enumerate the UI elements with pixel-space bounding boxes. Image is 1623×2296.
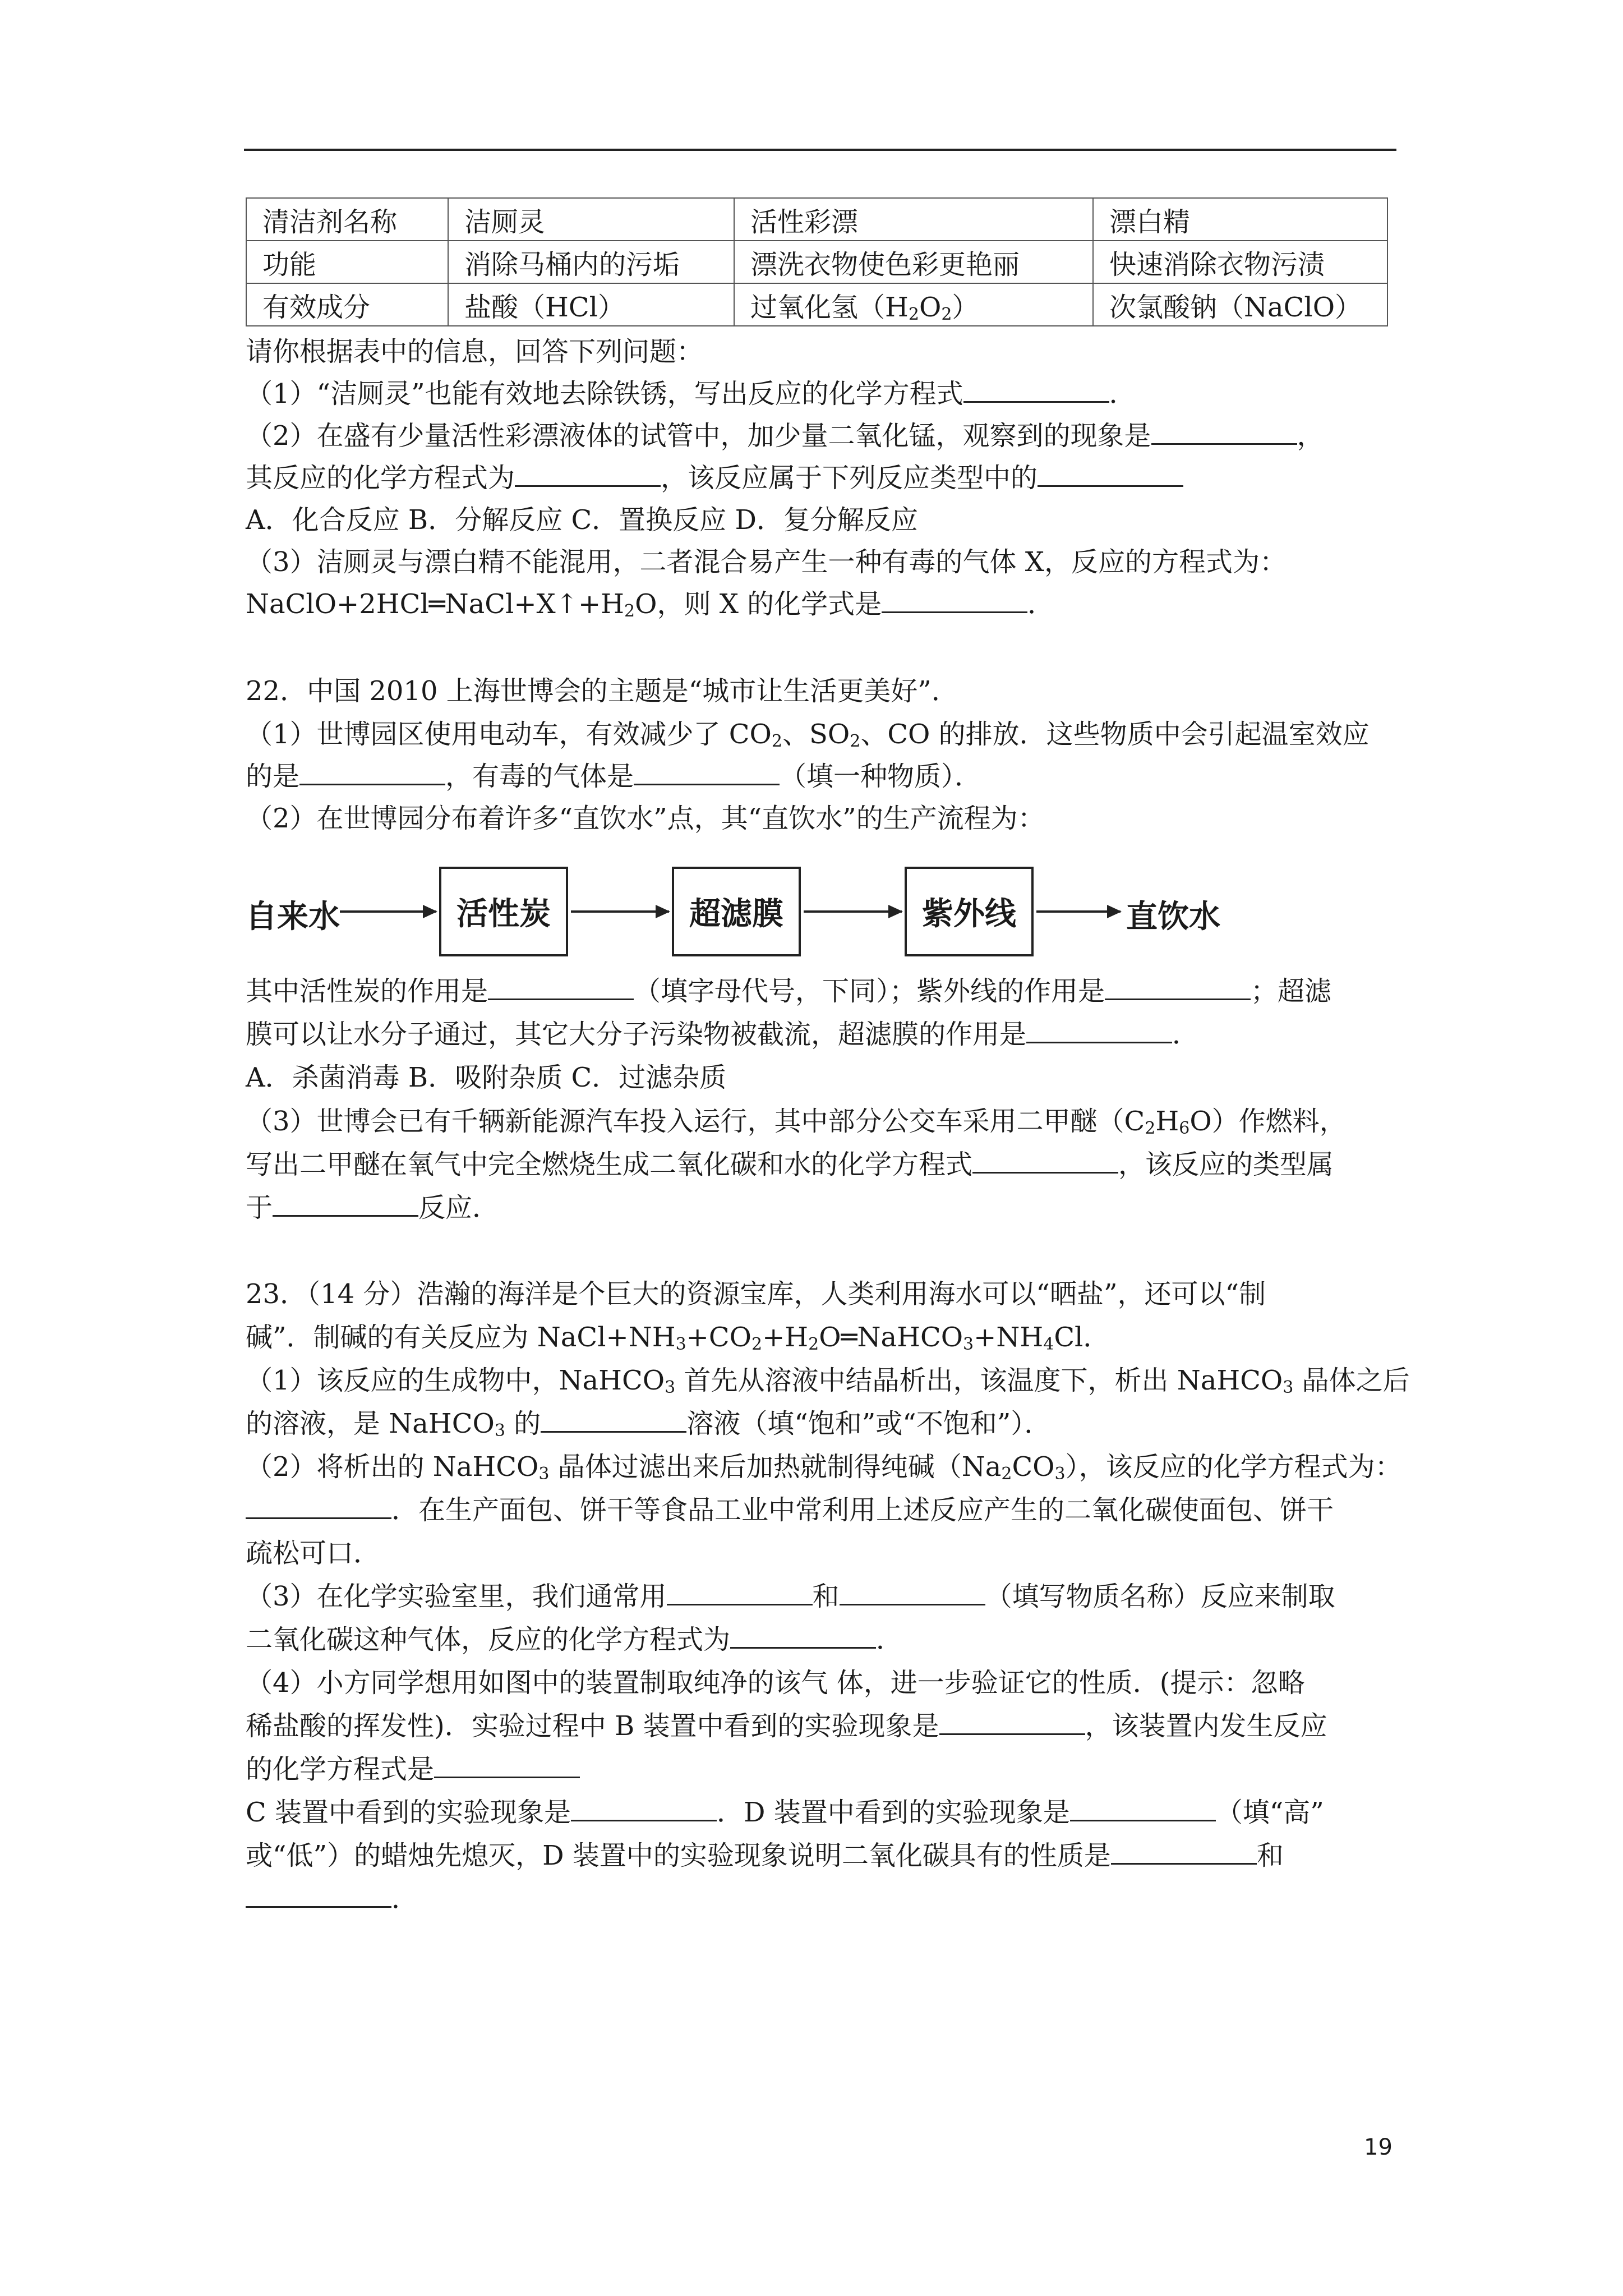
q23-part4a: （4）小方同学想用如图中的装置制取纯净的该气 体，进一步验证它的性质．(提示：忽略 [246,1667,1305,1699]
q23-part4d: C 装置中看到的实验现象是 ．D 装置中看到的实验现象是 （填“高” [246,1791,1324,1834]
arrow-icon [340,910,436,913]
answer-blank[interactable] [246,1490,391,1519]
answer-blank[interactable] [1026,1015,1172,1043]
q21-intro: 请你根据表中的信息，回答下列问题： [246,336,704,367]
table-cell: 漂白精 [1093,198,1387,241]
flow-step-box: 超滤膜 [672,867,801,956]
answer-blank[interactable] [963,374,1109,403]
table-cell: 次氯酸钠（NaClO） [1093,283,1387,326]
flow-step-box: 活性炭 [439,867,568,956]
arrow-icon [804,910,902,913]
q22-part3b: 写出二甲醚在氧气中完全燃烧生成二氧化碳和水的化学方程式 ，该反应的类型属 [246,1143,1334,1186]
table-cell: 洁厕灵 [448,198,734,241]
answer-blank[interactable] [882,585,1027,613]
q21-part2a: （2）在盛有少量活性彩漂液体的试管中，加少量二氧化锰，观察到的现象是 ， [246,414,1324,458]
q23-part4e: 或“低”）的蜡烛先熄灭，D 装置中的实验现象说明二氧化碳具有的性质是 和 [246,1834,1284,1878]
answer-blank[interactable] [488,972,634,1000]
q21-part2b: 其反应的化学方程式为 ，该反应属于下列反应类型中的 [246,456,1183,500]
header-rule [244,149,1396,151]
q21-part3b: $NaClO+2HCl═NaCl+X↑+H_2O$，则 X 的化学式是 ． [246,582,1054,633]
q23-part4b: 稀盐酸的挥发性)．实验过程中 B 装置中看到的实验现象是 ，该装置内发生反应 [246,1704,1327,1748]
q23-part3b: 二氧化碳这种气体，反应的化学方程式为 ． [246,1618,903,1662]
q21-part3a: （3）洁厕灵与漂白精不能混用，二者混合易产生一种有毒的气体 X，反应的方程式为： [246,546,1287,578]
q23-part2c: 疏松可口． [246,1538,381,1569]
q21-part1: （1）“洁厕灵”也能有效地去除铁锈，写出反应的化学方程式 ． [246,372,1136,416]
table-cell: 盐酸（HCl） [448,283,734,326]
arrow-icon [571,910,669,913]
q22-part3a: （3）世博会已有千辆新能源汽车投入运行，其中部分公交车采用二甲醚$(C_2H_6O)$作燃料， [246,1106,1347,1138]
q23-part2b: ．在生产面包、饼干等食品工业中常利用上述反应产生的二氧化碳使面包、饼干 [246,1488,1334,1532]
table-cell: 清洁剂名称 [246,198,448,241]
table-cell: 活性彩漂 [734,198,1093,241]
flow-start: 自来水 [246,899,340,935]
answer-blank[interactable] [1111,1836,1257,1865]
q23-part2a: （2）将析出的 NaHCO$_3$ 晶体过滤出来后加热就制得纯碱$(Na_2CO_3)$，该反应的化学方程式为： [246,1451,1402,1484]
table-cell: 功能 [246,241,448,283]
q23-title-line2: 碱”．制碱的有关反应为 $NaCl+NH_3+CO_2+H_2O═NaHCO_3+NH_4Cl$． [246,1322,1110,1354]
q22-title: 22．中国 2010 上海世博会的主题是“城市让生活更美好”． [246,675,958,707]
answer-blank[interactable] [972,1145,1118,1174]
answer-blank[interactable] [541,1404,686,1433]
table-row [246,198,1387,241]
q23-title-line1: 23．（14 分）浩瀚的海洋是个巨大的资源宝库，人类利用海水可以“晒盐”，还可以“制 [246,1278,1266,1310]
table-row [246,241,1387,283]
flow-end: 直饮水 [1126,899,1220,935]
answer-blank[interactable] [840,1577,985,1605]
table-cell: 消除马桶内的污垢 [448,241,734,283]
q22-part2d: 膜可以让水分子通过，其它大分子污染物被截流，超滤膜的作用是 ． [246,1013,1199,1056]
q22-part1a: （1）世博园区使用电动车，有效减少了 $CO_2$、$SO_2$、CO 的排放．这些物质中会引起温室效应 [246,719,1370,751]
arrow-icon [1036,910,1121,913]
answer-blank[interactable] [730,1620,876,1649]
cleaner-table [246,197,1388,326]
answer-blank[interactable] [571,1793,717,1821]
q23-part4c: 的化学方程式是 [246,1747,580,1791]
table-cell: 过氧化氢$(H_2O_2)$ [734,283,1093,326]
page-number: 19 [1364,2134,1393,2160]
q22-part2: （2）在世博园分布着许多“直饮水”点，其“直饮水”的生产流程为： [246,803,1045,834]
answer-blank[interactable] [246,1879,391,1908]
answer-blank[interactable] [1038,458,1183,487]
answer-blank[interactable] [299,757,445,785]
q22-part2c: 其中活性炭的作用是 （填字母代号，下同）；紫外线的作用是 ；超滤 [246,969,1331,1013]
q23-part1b: 的溶液，是 NaHCO$_3$ 的 溶液（填“饱和”或“不饱和”）． [246,1402,1051,1453]
q23-part4f: ． [246,1877,418,1921]
answer-blank[interactable] [273,1188,418,1217]
answer-blank[interactable] [1105,972,1251,1000]
answer-blank[interactable] [1070,1793,1216,1821]
q23-part3a: （3）在化学实验室里，我们通常用 和 （填写物质名称）反应来制取 [246,1575,1335,1618]
q22-part1b: 的是 ，有毒的气体是 （填一种物质）． [246,754,981,798]
water-flow-diagram [246,867,1311,962]
flow-step-box: 紫外线 [905,867,1034,956]
table-row [246,283,1387,326]
answer-blank[interactable] [634,757,780,785]
table-cell: 有效成分 [246,283,448,326]
q22-part3c: 于 反应． [246,1186,499,1230]
answer-blank[interactable] [515,458,661,487]
q21-options: A．化合反应 B．分解反应 C．置换反应 D．复分解反应 [246,504,918,536]
answer-blank[interactable] [667,1577,813,1605]
answer-blank[interactable] [434,1750,580,1778]
q22-options: A．杀菌消毒 B．吸附杂质 C．过滤杂质 [246,1062,727,1093]
answer-blank[interactable] [939,1706,1085,1735]
answer-blank[interactable] [1151,416,1297,445]
table-cell: 快速消除衣物污渍 [1093,241,1387,283]
q23-part1a: （1）该反应的生成物中，NaHCO$_3$ 首先从溶液中结晶析出，该温度下，析出 NaHCO$_3$ 晶体之后 [246,1365,1410,1397]
table-cell: 漂洗衣物使色彩更艳丽 [734,241,1093,283]
